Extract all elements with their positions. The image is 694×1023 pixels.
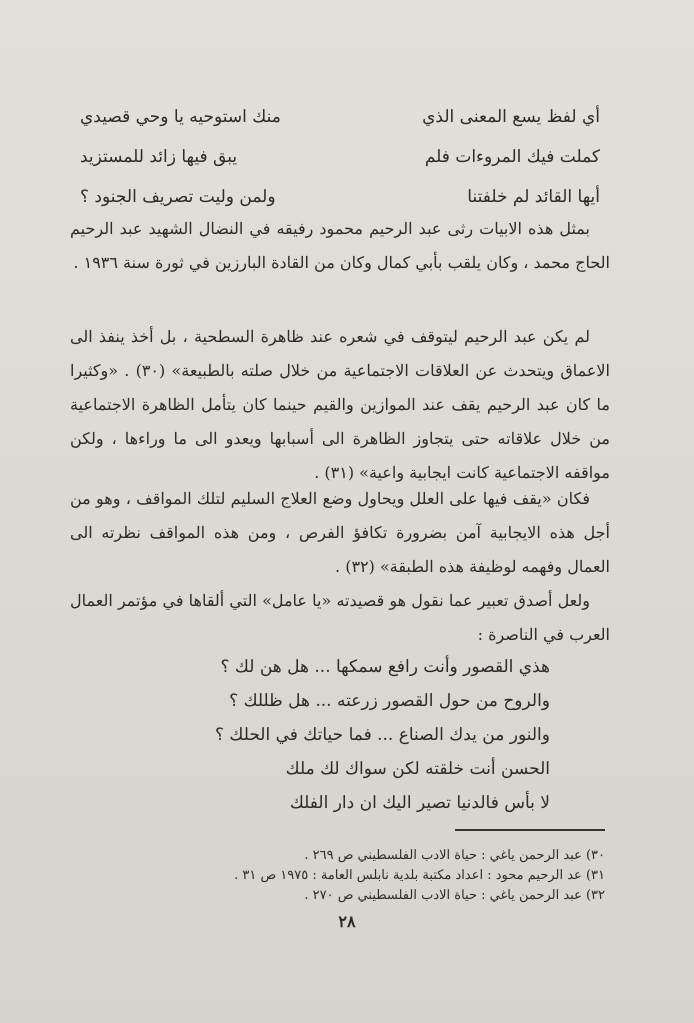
page-number: ٢٨ [338,912,356,931]
verse-line [80,100,600,134]
footnote-divider [455,829,605,831]
verse-second-hemistich: ولمن وليت تصريف الجنود ؟ [80,187,276,207]
poem-line: هذي القصور وأنت رافع سمكها ... هل هن لك ؟ [220,657,550,677]
poem-line: الحسن أنت خلقته لكن سواك لك ملك [285,759,550,779]
paragraph-4: ولعل أصدق تعبير عما نقول هو قصيدته «يا عامل» التي ألقاها في مؤتمر العمال العرب في الناصرة : [70,591,610,644]
poem-line: والروح من حول القصور زرعته ... هل ظللك ؟ [229,691,550,711]
footnote-32: ٣٢) عبد الرحمن ياغي : حياة الادب الفلسطيني ص ٢٧٠ . [304,888,605,903]
verse-first-hemistich: أيها القائد لم خلفتنا [467,187,600,207]
poem-line: والنور من يدك الصناع ... فما حياتك في الحلك ؟ [214,725,550,745]
paragraph-3: فكان «يقف فيها على العلل ويحاول وضع العلاج السليم لتلك المواقف ، وهو من أجل هذه الايجابية آمن بضرورة تكافؤ الفرص ، ومن هذه المواقف نظرته الى العمال وفهمه لوظيفة هذه الطبقة» (٣٢) . [70,489,610,576]
paragraph-1: بمثل هذه الابيات رثى عبد الرحيم محمود رفيقه في النضال الشهيد عبد الرحيم الحاج محمد ، وكان يلقب بأبي كمال وكان من القادة البارزين في ثورة سنة ١٩٣٦ . [70,219,610,272]
worker-poem [160,650,550,820]
verse-first-hemistich: كملت فيك المروءات فلم [424,147,600,167]
verse-line [80,180,600,214]
footnote-30: ٣٠) عبد الرحمن ياغي : حياة الادب الفلسطيني ص ٢٦٩ . [304,848,605,863]
poem-line: لا بأس فالدنيا تصير اليك ان دار الفلك [289,793,550,813]
verse-first-hemistich: أي لفظ يسع المعنى الذي [422,107,600,127]
footnotes [180,846,605,906]
verse-second-hemistich: منك استوحيه يا وحي قصيدي [80,107,281,127]
paragraph-2: لم يكن عبد الرحيم ليتوقف في شعره عند ظاهرة السطحية ، بل أخذ ينفذ الى الاعماق ويتحدث عن العلاقات الاجتماعية من خلال صلته بالطبيعة» (٣٠) . «وكثيرا ما كان عبد الرحيم يقف عند الموازين والقيم حينما كان يتأمل الظاهرة الاجتماعية من خلال علاقاته حتى يتجاوز الظاهرة الى أسبابها ويعدو الى ما وراءها ، ولكن مواقفه الاجتماعية كانت ايجابية واعية» (٣١) . [70,327,611,482]
footnote-31: ٣١) عد الرحيم محود : اعداد مكتبة بلدية نابلس العامة : ١٩٧٥ ص ٣١ . [234,868,605,883]
verse-line [80,140,600,174]
verse-second-hemistich: يبق فيها زائد للمستزيد [80,147,238,167]
